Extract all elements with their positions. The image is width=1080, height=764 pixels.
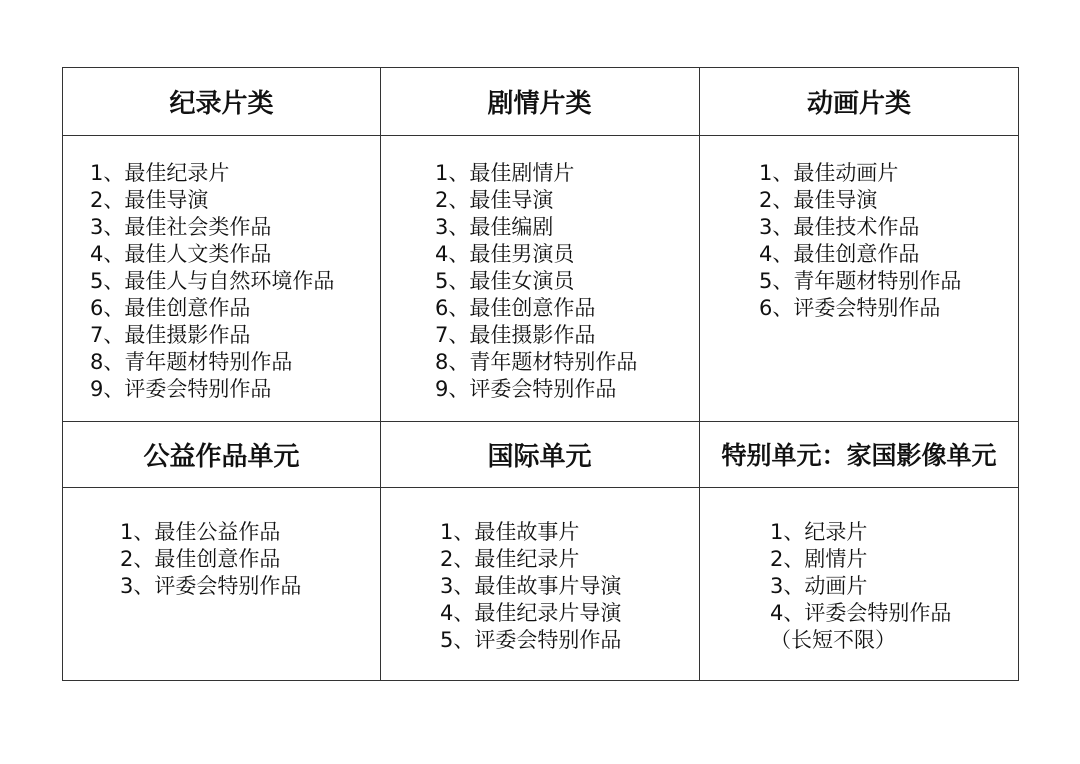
list-item: 1、最佳公益作品 [120,520,281,544]
list-item: 8、青年题材特别作品 [435,350,638,374]
column-divider [699,68,700,680]
list-item: 9、评委会特别作品 [90,377,272,401]
list-item: 5、最佳女演员 [435,269,575,293]
list-item: 1、最佳纪录片 [90,161,230,185]
documentary-header: 纪录片类 [169,89,274,119]
list-item: 6、最佳创意作品 [435,296,596,320]
list-item: 1、最佳剧情片 [435,161,575,185]
list-item: 2、最佳导演 [435,188,554,212]
award-categories-table [62,67,1019,681]
list-item: 3、最佳技术作品 [759,215,920,239]
feature-film-award-list [435,160,637,403]
list-item: 2、最佳导演 [90,188,209,212]
row-divider [63,487,1018,488]
list-item: 2、剧情片 [770,547,868,571]
special-unit-header: 特别单元：家国影像单元 [721,441,997,470]
list-item: 3、动画片 [770,574,868,598]
public-welfare-award-list [120,519,301,600]
list-item: 5、最佳人与自然环境作品 [90,269,335,293]
animation-award-list [759,160,961,322]
list-item: 1、纪录片 [770,520,868,544]
list-item: 4、最佳纪录片导演 [440,601,622,625]
list-item: 2、最佳纪录片 [440,547,580,571]
list-item: 9、评委会特别作品 [435,377,617,401]
list-item: 3、最佳编剧 [435,215,554,239]
list-note: （长短不限） [770,628,896,652]
list-item: 6、最佳创意作品 [90,296,251,320]
row-divider [63,135,1018,136]
list-item: 3、评委会特别作品 [120,574,302,598]
list-item: 2、最佳导演 [759,188,878,212]
column-divider [380,68,381,680]
list-item: 4、最佳男演员 [435,242,575,266]
list-item: 7、最佳摄影作品 [90,323,251,347]
list-item: 1、最佳动画片 [759,161,899,185]
international-header: 国际单元 [487,441,592,472]
animation-header: 动画片类 [806,89,911,119]
special-unit-award-list [770,519,951,654]
list-item: 3、最佳故事片导演 [440,574,622,598]
list-item: 3、最佳社会类作品 [90,215,272,239]
list-item: 6、评委会特别作品 [759,296,941,320]
list-item: 7、最佳摄影作品 [435,323,596,347]
public-welfare-header: 公益作品单元 [143,441,300,472]
list-item: 2、最佳创意作品 [120,547,281,571]
list-item: 5、青年题材特别作品 [759,269,962,293]
list-item: 1、最佳故事片 [440,520,580,544]
international-award-list [440,519,621,654]
list-item: 5、评委会特别作品 [440,628,622,652]
list-item: 4、最佳创意作品 [759,242,920,266]
list-item: 4、评委会特别作品 [770,601,952,625]
feature-film-header: 剧情片类 [487,89,592,119]
documentary-award-list [90,160,334,403]
list-item: 8、青年题材特别作品 [90,350,293,374]
list-item: 4、最佳人文类作品 [90,242,272,266]
